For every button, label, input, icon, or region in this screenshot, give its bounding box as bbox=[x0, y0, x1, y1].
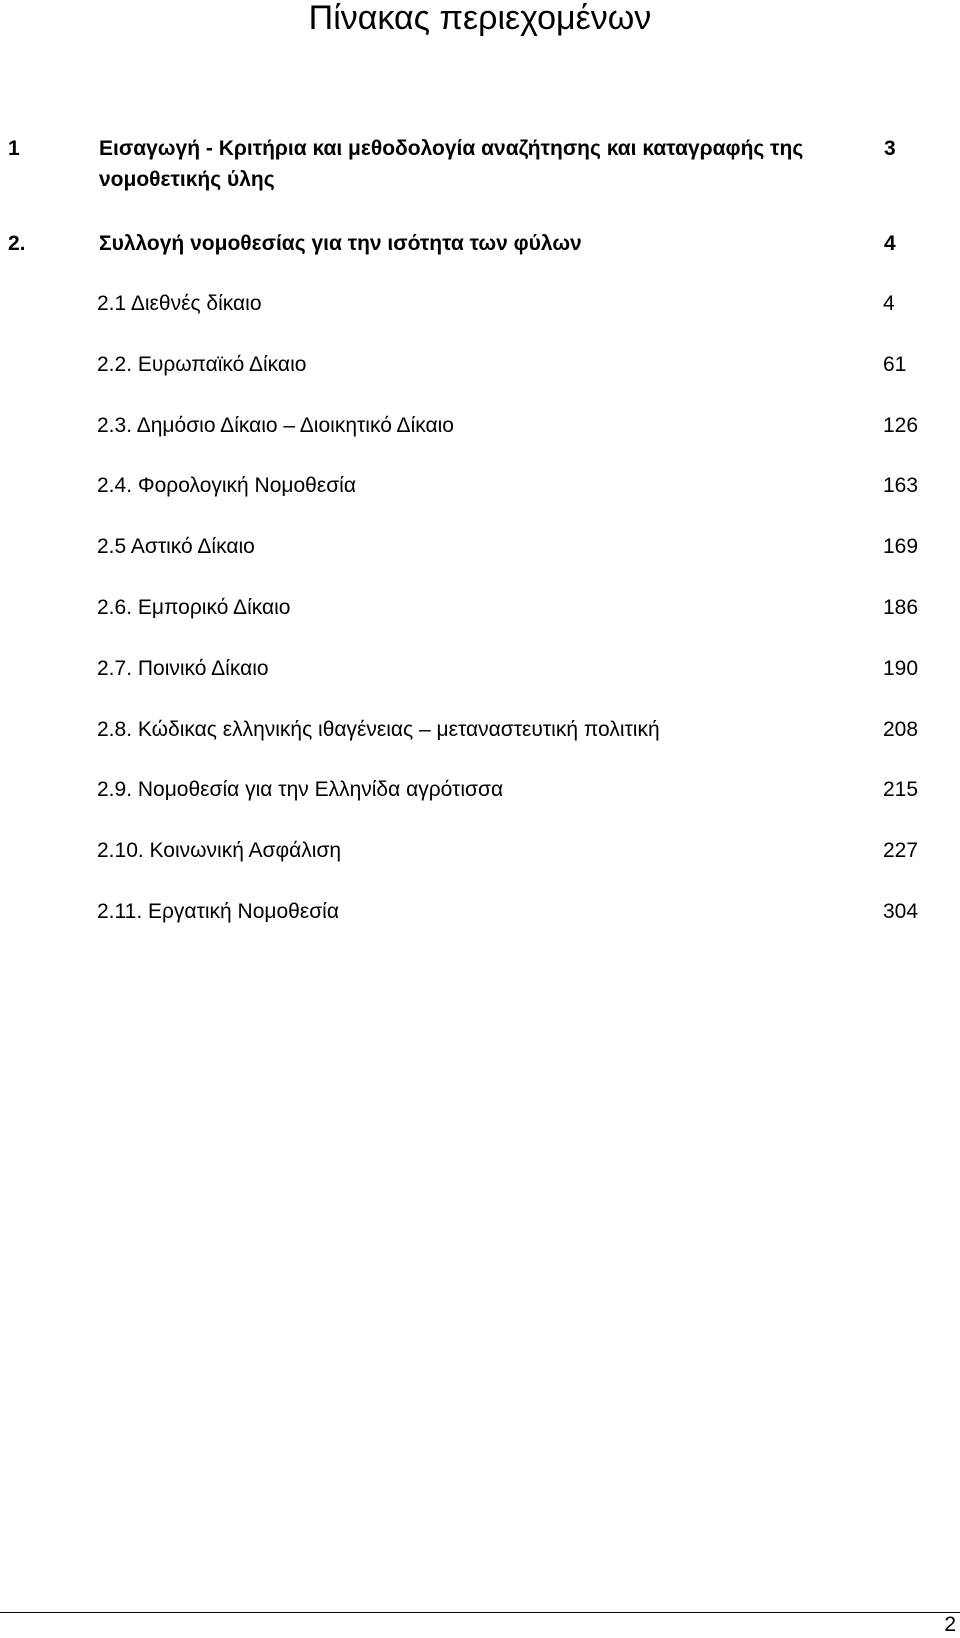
page-title: Πίνακας περιεχομένων bbox=[308, 0, 652, 37]
toc-entry-page: 126 bbox=[883, 414, 919, 437]
toc-entry-number: 1 bbox=[8, 137, 20, 160]
toc-entry-page: 215 bbox=[883, 778, 919, 801]
toc-entry-number: 2. bbox=[8, 232, 26, 255]
toc-entry-title: Εισαγωγή - Κριτήρια και μεθοδολογία αναζήτησης και καταγραφής της νομοθετικής ύλης bbox=[99, 137, 804, 191]
toc-entry-title: 2.5 Αστικό Δίκαιο bbox=[97, 535, 255, 558]
toc-entry-title: 2.2. Ευρωπαϊκό Δίκαιο bbox=[97, 353, 307, 376]
toc-entry-title: 2.1 Διεθνές δίκαιο bbox=[97, 292, 262, 315]
page-number: 2 bbox=[944, 1613, 956, 1636]
toc-entry-title: 2.4. Φορολογική Νομοθεσία bbox=[97, 474, 356, 497]
toc-entry-page: 186 bbox=[883, 596, 919, 619]
toc-entry-title: 2.10. Κοινωνική Ασφάλιση bbox=[97, 839, 342, 862]
toc-entry-page: 227 bbox=[883, 839, 919, 862]
toc-entry-title: 2.6. Εμπορικό Δίκαιο bbox=[97, 596, 291, 619]
toc-entry-title: Συλλογή νομοθεσίας για την ισότητα των φύλων bbox=[99, 232, 582, 255]
toc-entry-page: 4 bbox=[884, 232, 896, 255]
toc-entry-page: 304 bbox=[883, 900, 919, 923]
toc-entry-title: 2.9. Νομοθεσία για την Ελληνίδα αγρότισσα bbox=[97, 778, 504, 801]
toc-entry-page: 3 bbox=[884, 137, 896, 160]
toc-entry-page: 208 bbox=[883, 718, 919, 741]
toc-entry-title: 2.3. Δημόσιο Δίκαιο – Διοικητικό Δίκαιο bbox=[97, 414, 454, 437]
toc-entry-page: 4 bbox=[883, 292, 895, 315]
toc-entry-page: 163 bbox=[883, 474, 919, 497]
toc-entry-title: 2.8. Κώδικας ελληνικής ιθαγένειας – μεταναστευτική πολιτική bbox=[97, 718, 660, 741]
toc-entry-page: 190 bbox=[883, 657, 919, 680]
toc-entry-title: 2.7. Ποινικό Δίκαιο bbox=[97, 657, 269, 680]
footer-divider bbox=[0, 1612, 960, 1613]
toc-entry-page: 61 bbox=[883, 353, 907, 376]
toc-entry-title: 2.11. Εργατική Νομοθεσία bbox=[97, 900, 339, 923]
toc-entry-page: 169 bbox=[883, 535, 919, 558]
